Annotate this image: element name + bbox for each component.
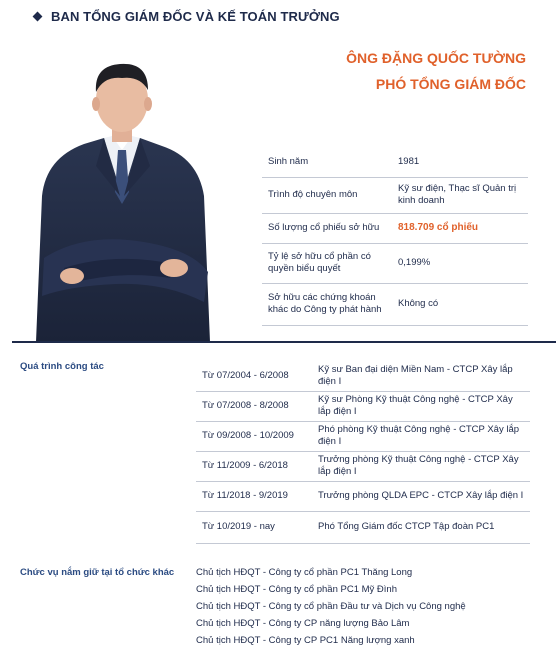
career-table — [196, 361, 530, 544]
info-row — [262, 147, 528, 177]
info-table — [262, 147, 528, 326]
career-row — [196, 421, 530, 451]
portrait-photo — [24, 46, 220, 342]
person-name: ÔNG ĐẶNG QUỐC TƯỜNG — [346, 50, 526, 66]
role-item: Chủ tịch HĐQT - Công ty cổ phần PC1 Thăng Long — [196, 567, 413, 578]
info-label: Số lượng cổ phiếu sở hữu — [262, 213, 392, 243]
info-label: Trình độ chuyên môn — [262, 177, 392, 213]
section-divider — [12, 341, 556, 343]
role-item: Chủ tịch HĐQT - Công ty cổ phần PC1 Mỹ Đình — [196, 584, 397, 595]
career-row — [196, 391, 530, 421]
role-item: Chủ tịch HĐQT - Công ty cổ phần Đầu tư và Dịch vụ Công nghệ — [196, 601, 466, 612]
career-period: Từ 10/2019 - nay — [196, 511, 312, 543]
career-role: Kỹ sư Phòng Kỹ thuật Công nghệ - CTCP Xây lắp điện I — [312, 391, 530, 421]
info-row — [262, 283, 528, 325]
section-header — [34, 9, 340, 24]
roles-list — [196, 566, 466, 651]
career-period: Từ 07/2004 - 6/2008 — [202, 369, 289, 381]
info-row — [262, 213, 528, 243]
person-position: PHÓ TỔNG GIÁM ĐỐC — [375, 76, 526, 92]
info-value: 0,199% — [392, 243, 528, 283]
info-value: 1981 — [398, 155, 420, 167]
info-label: Sinh năm — [268, 155, 309, 167]
info-label: Sở hữu các chứng khoán khác do Công ty phát hành — [262, 283, 392, 325]
info-value: Kỹ sư điện, Thạc sĩ Quản trị kinh doanh — [392, 177, 528, 213]
career-period: Từ 07/2008 - 8/2008 — [196, 391, 312, 421]
career-period: Từ 11/2018 - 9/2019 — [196, 481, 312, 511]
role-item: Chủ tịch HĐQT - Công ty CP PC1 Năng lượng xanh — [196, 635, 415, 646]
career-period: Từ 09/2008 - 10/2009 — [196, 421, 312, 451]
career-row — [196, 361, 530, 391]
career-role: Trưởng phòng Kỹ thuật Công nghệ - CTCP Xây lắp điện I — [312, 451, 530, 481]
info-value-highlight: 818.709 cổ phiếu — [392, 213, 528, 243]
career-row — [196, 511, 530, 543]
career-row — [196, 451, 530, 481]
career-role: Phó Tổng Giám đốc CTCP Tập đoàn PC1 — [312, 511, 530, 543]
career-role: Kỹ sư Ban đại diện Miền Nam - CTCP Xây lắp điện I — [318, 363, 513, 387]
career-role: Trưởng phòng QLDA EPC - CTCP Xây lắp điện I — [312, 481, 530, 511]
info-value: Không có — [392, 283, 528, 325]
career-period: Từ 11/2009 - 6/2018 — [196, 451, 312, 481]
info-label: Tỷ lệ sở hữu cổ phần có quyền biểu quyết — [262, 243, 392, 283]
diamond-bullet-icon — [33, 12, 43, 22]
roles-label: Chức vụ nắm giữ tại tổ chức khác — [20, 567, 175, 578]
section-title: BAN TỔNG GIÁM ĐỐC VÀ KẾ TOÁN TRƯỞNG — [51, 9, 340, 24]
career-row — [196, 481, 530, 511]
career-role: Phó phòng Kỹ thuật Công nghệ - CTCP Xây lắp điện I — [312, 421, 530, 451]
career-label: Quá trình công tác — [20, 361, 104, 372]
info-row — [262, 243, 528, 283]
info-row — [262, 177, 528, 213]
role-item: Chủ tịch HĐQT - Công ty CP năng lượng Bảo Lâm — [196, 618, 410, 629]
